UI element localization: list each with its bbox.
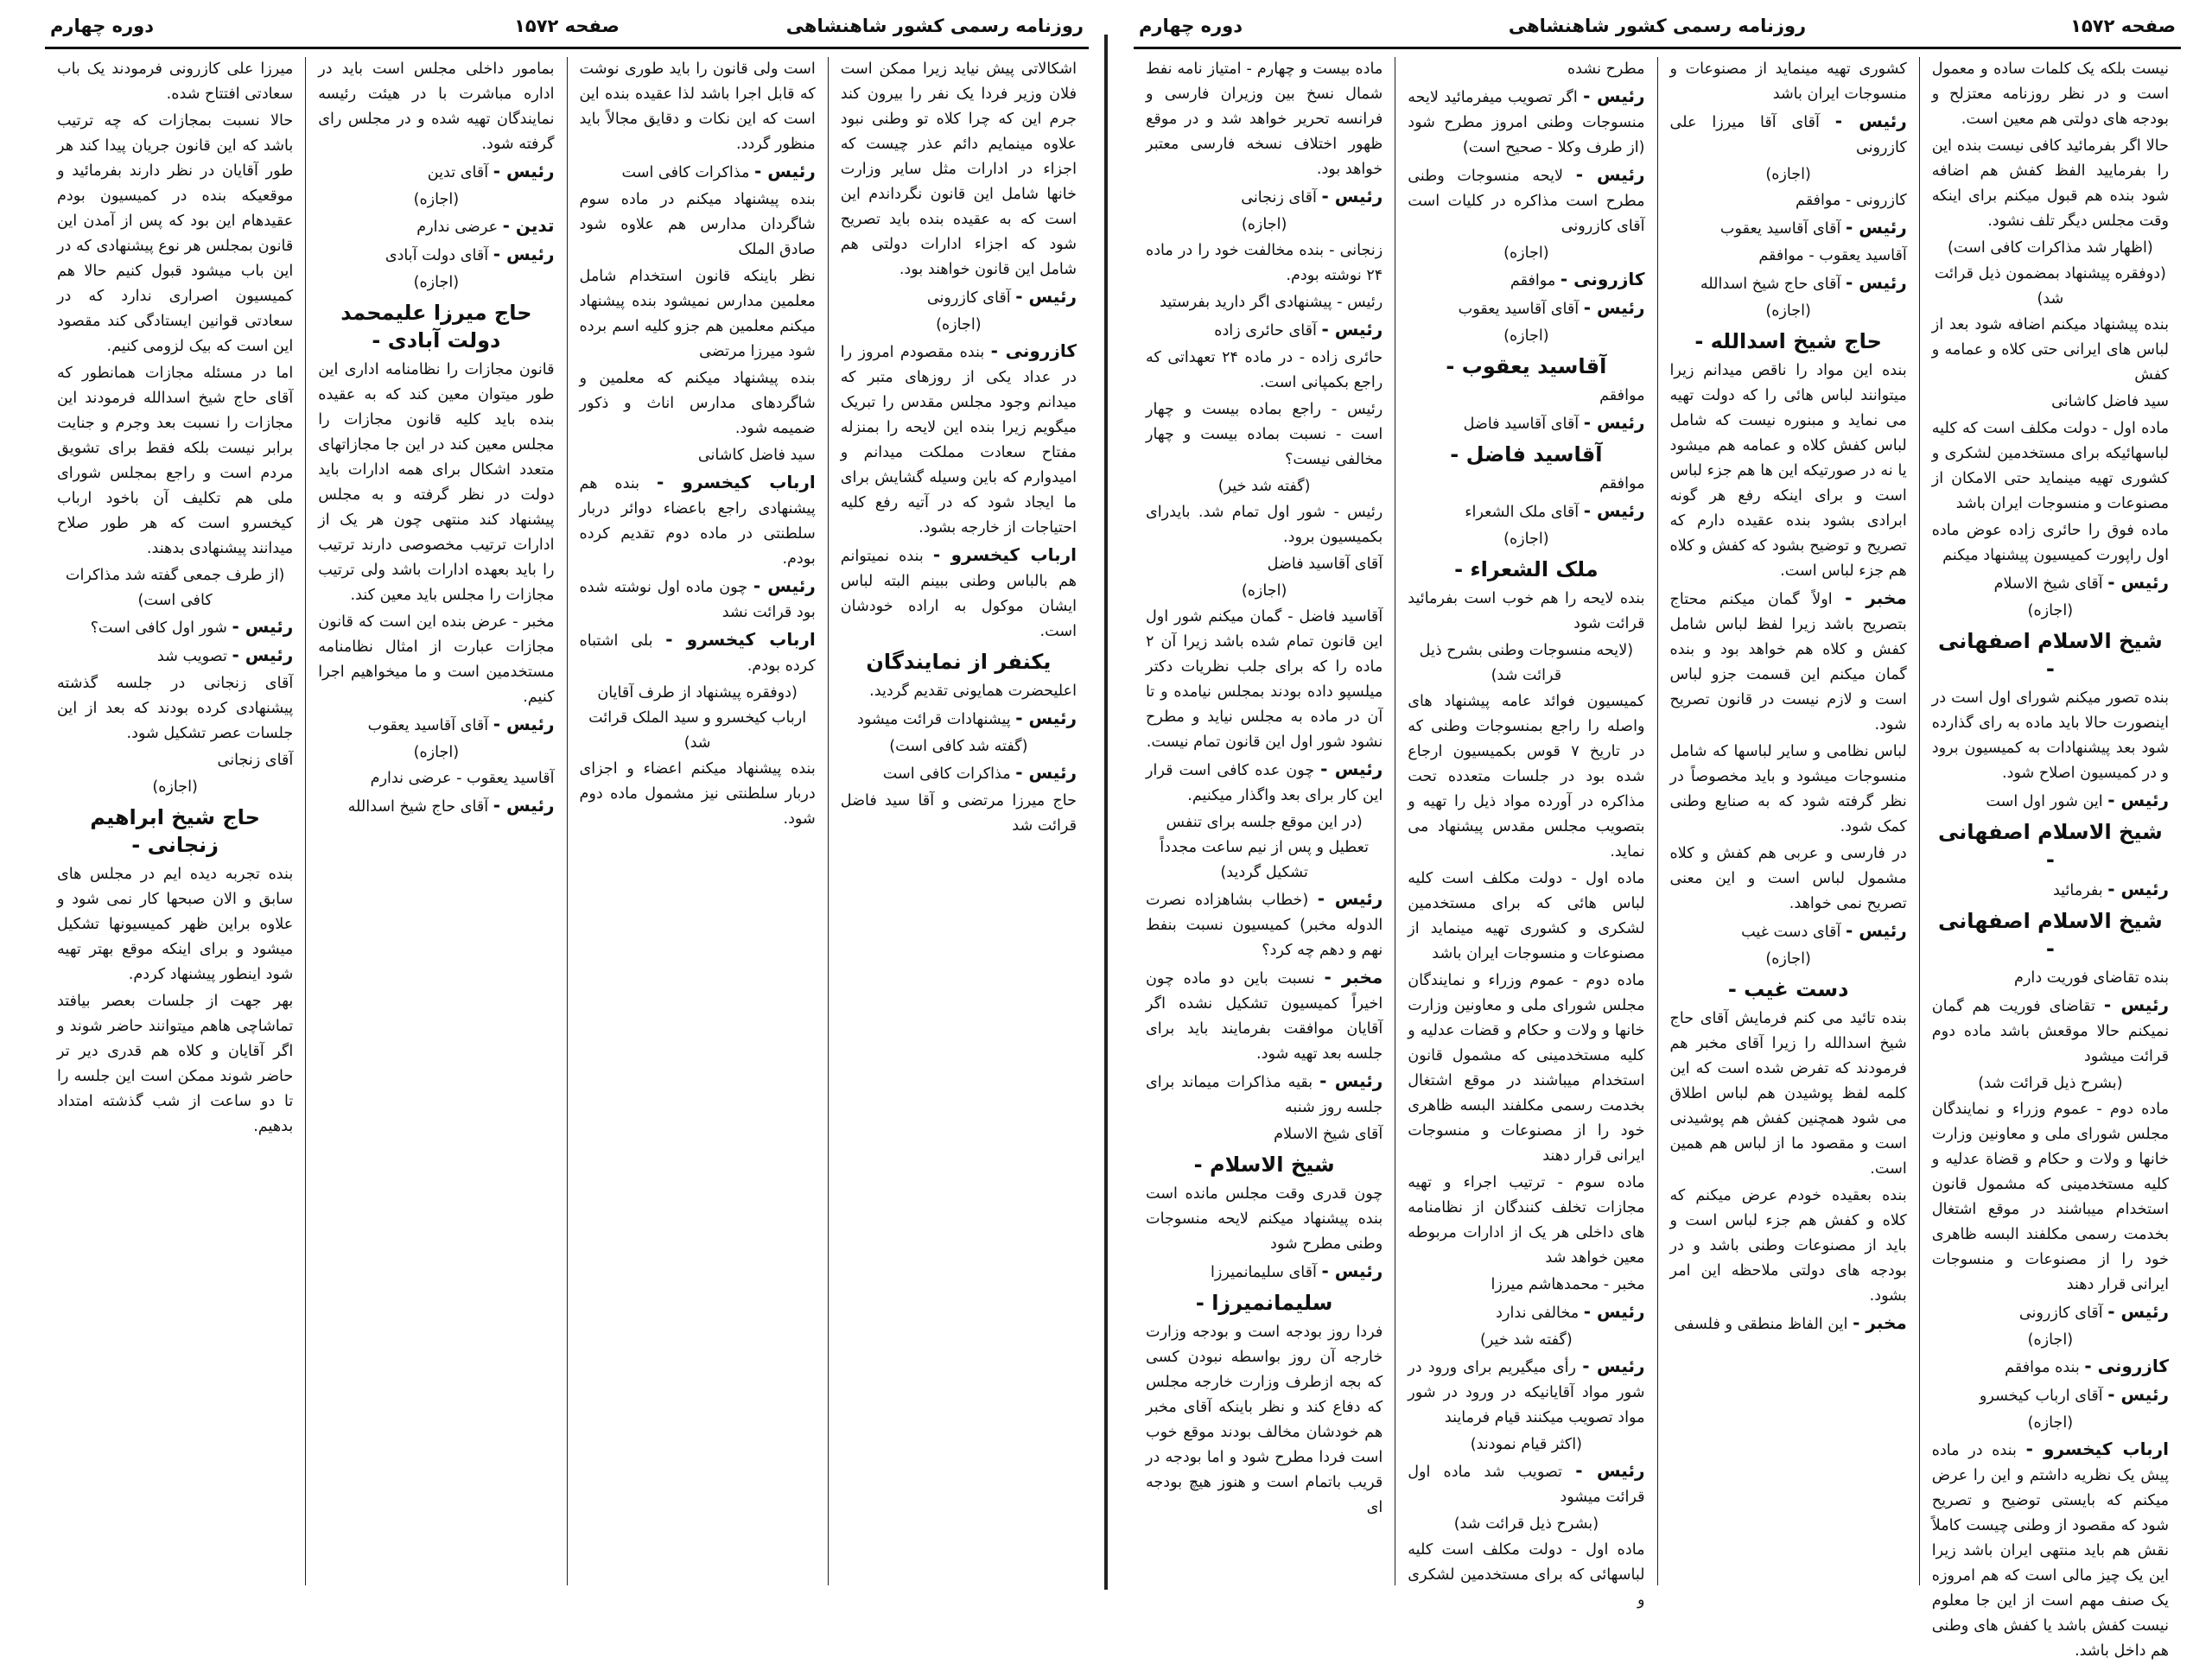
procedural-note: (گفته شد خیر) <box>1217 478 1311 495</box>
body-paragraph: آقای آقاسید فاضل <box>1267 556 1383 573</box>
speaker-name: کازرونی - <box>1560 269 1645 289</box>
body-paragraph: بهر جهت از جلسات بعصر بیافتد تماشاچی هاهم میتوانند حاضر شوند و اگر آقایان و کلاه هم قدری دیر تر حاضر شوند ممکن است این جلسه را تا دو ساعت از شب گذشته امتداد بدهیم. <box>57 993 294 1135</box>
procedural-note: (گفته شد کافی است) <box>889 738 1028 755</box>
speech-paragraph <box>841 339 1077 541</box>
speech-text: چون عده کافی است قرار این کار برای بعد واگذار میکنیم. <box>1146 762 1383 804</box>
speech-text: بقیه مذاکرات میماند برای جلسه روز شنبه <box>1146 1074 1383 1116</box>
speech-paragraph <box>1932 993 2169 1070</box>
speaker-heading: حاج شیخ اسدالله - <box>1694 329 1882 353</box>
speech-paragraph <box>1408 267 1644 294</box>
speech-text: مذاکرات کافی است <box>621 164 750 181</box>
speaker-name: رئیس - <box>1321 186 1383 206</box>
speech-text: اولاً گمان میکنم محتاج بتصریح باشد زیرا لفظ لباس شامل کفش و کلاه هم خواهد بود و بنده گمان میکنم این قسمت جزو لباس است و لازم نیست در قانون تصریح شود. <box>1669 591 1907 734</box>
procedural-note: (دوفقره پیشنهاد از طرف آقایان ارباب کیخسرو و سید الملک قرائت شد) <box>588 684 807 752</box>
speech-text: مذاکرات کافی است <box>882 765 1011 783</box>
speaker-name: رئیس - <box>1583 412 1645 433</box>
procedural-note: (اجازه) <box>2027 602 2074 619</box>
speaker-name: رئیس - <box>1834 111 1907 131</box>
speaker-name: رئیس - <box>1575 1460 1645 1481</box>
body-paragraph: بنده تصور میکنم شورای اول است در اینصورت حالا باید ماده به رای گذارده شود بعد پیشنهادات به کمیسیون برود و در کمیسیون اصلاح شود. <box>1931 689 2169 782</box>
body-paragraph: حالا اگر بفرمائید کافی نیست بنده این را بفرمایید الفظ کفش هم اضافه شود بنده هم قبول میکنم برای اینکه وقت مجلس دیگر تلف نشود. <box>1931 137 2169 230</box>
body-paragraph: لباس نظامی و سایر لباسها که شامل منسوجات میشود و باید مخصوصاً در نظر گرفته شود که به صنایع وطنی کمک شود. <box>1669 743 1907 835</box>
speech-text: تصویب شد <box>156 648 227 665</box>
speech-text: آقای آقاسید یعقوب <box>1719 220 1841 238</box>
speaker-name: رئیس - <box>753 575 816 596</box>
speech-paragraph <box>1670 215 1907 242</box>
speech-text: بنده هم پیشنهادی راجع باعضاء دوائر دربار سلطنتی در ماده دوم تقدیم کرده بودم. <box>579 475 816 568</box>
speech-paragraph <box>841 543 1077 645</box>
procedural-note: (اجازه) <box>152 778 198 796</box>
body-paragraph: حائری زاده - در ماده ۲۴ تعهداتی که راجع بکمپانی است. <box>1146 349 1383 391</box>
speaker-name: رئیس - <box>1321 1261 1383 1281</box>
body-paragraph: بنده پیشنهاد میکنم که معلمین و شاگردهای مدارس اناث و ذکور ضمیمه شود. <box>579 370 816 437</box>
text-column <box>305 57 566 1585</box>
body-paragraph: نظر باینکه قانون استخدام شامل معلمین مدارس نمیشود بنده پیشنهاد میکنم معلمین هم جزو کلیه اسم برده شود میرزا مرتضی <box>579 268 816 360</box>
speaker-name: رئیس - <box>1015 708 1077 728</box>
speech-paragraph <box>1408 1458 1644 1510</box>
speech-paragraph <box>1408 1354 1644 1431</box>
body-paragraph: رئیس - راجع بماده بیست و چهار است - نسبت بماده بیست و چهار مخالفی نیست؟ <box>1146 401 1383 468</box>
speaker-name: رئیس - <box>754 161 816 181</box>
speaker-heading: حاج شیخ ابراهیم زنجانی - <box>90 805 260 857</box>
speaker-name: رئیس - <box>2107 572 2169 593</box>
speaker-heading: شیخ الاسلام - <box>1193 1153 1335 1177</box>
speech-paragraph <box>318 159 554 186</box>
speech-text: بنده مقصودم امروز را در عداد یکی از روزهای متبر که میدانم وجود مجلس مقدس را تبریک میگویم زیرا بنده این لایحه را بمنزله مفتاح سعادت مملکت میدانم و امیدوارم که باین وسیله گشایش برای ما ایجاد شود که در آتیه رفع کلیه احتیاجات از خارجه بشود. <box>840 344 1077 537</box>
speech-paragraph <box>1932 1382 2169 1409</box>
speaker-name: ارباب کیخسرو - <box>656 472 816 492</box>
left-masthead-center: صفحه ۱۵۷۲ <box>514 16 620 36</box>
text-column <box>828 57 1089 1585</box>
body-paragraph: زنجانی - بنده مخالفت خود را در ماده ۲۴ نوشته بودم. <box>1146 242 1383 284</box>
body-paragraph: آقاسید فاضل - گمان میکنم شور اول این قانون تمام شده باشد زیرا آن ۲ ماده را که برای جلب نظریات دکتر میلسپو داده بودند بمجلس نیامده و تا آن در ماده به مجلس نیاید و مطرح نشود شور اول این قانون تمام نیست. <box>1146 608 1383 751</box>
procedural-note: (اجازه) <box>1241 582 1287 600</box>
body-paragraph: موافقم <box>1599 387 1645 404</box>
speech-paragraph <box>1670 109 1907 161</box>
speech-paragraph <box>318 793 554 820</box>
body-paragraph: بنده تقاضای فوریت دارم <box>2014 969 2169 987</box>
procedural-note: (اجازه) <box>1765 302 1811 320</box>
body-paragraph: اعلیحضرت همایونی تقدیم گردید. <box>869 683 1077 700</box>
speech-paragraph <box>318 712 554 739</box>
speech-paragraph <box>1408 1299 1644 1326</box>
speech-text: آقای کازرونی <box>926 289 1011 307</box>
speech-paragraph <box>1146 184 1382 211</box>
speech-paragraph <box>1670 1311 1907 1337</box>
speech-text: آقای حائری زاده <box>1214 322 1317 340</box>
text-column <box>1657 57 1919 1585</box>
speaker-name: رئیس - <box>493 244 555 264</box>
speaker-name: رئیس - <box>1846 920 1907 941</box>
body-paragraph: در فارسی و عربی هم کفش و کلاه مشمول لباس است و این معنی تصریح نمی خواهد. <box>1669 845 1907 912</box>
procedural-note: (اظهار شد مذاکرات کافی است) <box>1948 239 2153 257</box>
body-paragraph: ماده بیست و چهارم - امتیاز نامه نفط شمال نسخ بین وزیران فارسی و فرانسه تحریر خواهد شد و در موقع ظهور اختلاف نسخه فارسی معتبر خواهد بود. <box>1146 60 1383 178</box>
speaker-name: رئیس - <box>1846 217 1907 238</box>
body-paragraph: بنده پیشنهاد میکنم اعضاء و اجزای دربار سلطنتی نیز مشمول ماده دوم شود. <box>579 760 816 828</box>
speech-text: بنده در ماده پیش یک نظریه داشتم و این را عرض میکنم که بایستی توضیح و تصریح شود که مقصود از وطنی چیست کاملاً نقش هم باید منتهی ایران باشد زیرا این یک چیز مالی است که هم امروزه یک صنف مهم است از این جا معلوم نیست کفش باشد یا کفش های وطنی هم داخل باشد. <box>1931 1442 2169 1660</box>
body-paragraph: بنده لایحه را هم خوب است بفرمائید قرائت شود <box>1408 590 1645 632</box>
speech-paragraph <box>1932 1299 2169 1326</box>
speech-paragraph <box>1670 270 1907 297</box>
body-paragraph: ماده دوم - عموم وزراء و نمایندگان مجلس شورای ملی و معاونین وزارت خانها و ولات و حکام و قضات عدلیه و کلیه مستخدمینی که مشمول قانون استخدام میباشند در موقع اشتغال بخدمت رسمی مکلفند البسه ظاهری خود را از مصنوعات و منسوجات ایرانی قرار دهند <box>1408 972 1645 1165</box>
body-paragraph: بنده تائید می کنم فرمایش آقای حاج شیخ اسدالله را زیرا آقای مخبر هم فرمودند که تفرض شده است که این کلمه لفظ پوشیدن هم لباس اطلاق می شود همچنین کفش هم پوشیدنی است و مقصود ما از لباس هم همین است. <box>1669 1010 1907 1178</box>
speaker-name: رئیس - <box>1583 500 1645 521</box>
body-paragraph: مخبر - عرض بنده این است که قانون مجازات عبارت از امثال نظامنامه مستخدمین است و ما میخواهیم اجرا کنیم. <box>318 613 555 706</box>
speech-paragraph <box>318 242 554 269</box>
speech-paragraph <box>1408 499 1644 525</box>
body-paragraph: اشکالاتی پیش نیاید زیرا ممکن است فلان وزیر فردا یک نفر را بیرون کند جرم این که چرا کلاه تو وطنی نبود علاوه مینمایم دائم عذر چیست که اجزاء در ادارات مثل سایر وزارت خانها شامل این قانون نگرداندم این است که به عقیده بنده باید تصریح شود که اجزاء ادارات دولتی هم شامل این قانون خواهند بود. <box>840 60 1077 278</box>
body-paragraph: آقای زنجانی در جلسه گذشته پیشنهادی کرده بودند که بعد از این جلسات عصر تشکیل شود. <box>57 675 294 742</box>
procedural-note: (اجازه) <box>413 744 460 761</box>
speaker-heading: ملک الشعراء - <box>1454 557 1599 581</box>
speech-text: تصویب شد ماده اول قرائت میشود <box>1408 1464 1645 1506</box>
body-paragraph: ماده دوم - عموم وزراء و نمایندگان مجلس شورای ملی و معاونین وزارت خانها و ولات و حکام و قضاة عدلیه و کلیه مستخدمینی که مشمول قانون استخدام میباشند در موقع اشتغال بخدمت رسمی مکلفند البسه ظاهری خود را از مصنوعات و منسوجات ایرانی قرار دهند <box>1931 1101 2169 1293</box>
speech-text: آقای دست غیب <box>1741 924 1841 941</box>
speech-paragraph <box>1408 84 1644 161</box>
speech-text: اگر تصویب میفرمائید لایحه منسوجات وطنی امروز مطرح شود (از طرف وکلا - صحیح است) <box>1408 89 1645 156</box>
speech-text: پیشنهادات قرائت میشود <box>856 711 1011 728</box>
speech-paragraph <box>841 760 1077 787</box>
speaker-name: رئیس - <box>2107 879 2169 899</box>
body-paragraph: آقای زنجانی <box>217 752 294 769</box>
procedural-note: (اجازه) <box>1503 245 1549 262</box>
body-paragraph: ماده سوم - ترتیب اجراء و تهیه مجازات تخلف کنندگان از نظامنامه های داخلی هر یک از ادارات مربوطه معین خواهد شد <box>1408 1174 1645 1267</box>
speech-text: آقای شیخ الاسلام <box>1993 575 2103 593</box>
speech-text: آقای سلیمانمیرزا <box>1211 1264 1317 1281</box>
speech-text: نسبت باین دو ماده چون اخیراً کمیسیون تشکیل نشده اگر آقایان موافقت بفرمایند باید برای جلسه بعد تهیه شود. <box>1146 970 1383 1063</box>
body-paragraph: چون قدری وقت مجلس مانده است بنده پیشنهاد میکنم لایحه منسوجات وطنی مطرح شود <box>1146 1185 1383 1253</box>
speech-paragraph <box>1146 317 1382 344</box>
speaker-name: رئیس - <box>1317 888 1383 909</box>
body-paragraph: حالا نسبت بمجازات که چه ترتیب باشد که این قانون جریان پیدا کند هر طور آقایان در نظر دارند بفرمائید و موقعیکه بنده در کمیسیون بودم عقیدهام این بود که پس از آمدن این قانون بمجلس هر نوع پیشنهادی که در این باب میشود قبول کنیم حالا هم کمیسیون اصراری ندارد که در سعادتی قوانین ایستادگی کند مقصود این است که بیک لزومی کنیم. <box>57 112 294 355</box>
speech-paragraph <box>1408 162 1644 239</box>
speech-text: آقای زنجانی <box>1241 189 1317 206</box>
body-paragraph: سید فاضل کاشانی <box>2051 393 2169 410</box>
speech-paragraph <box>318 213 554 240</box>
speaker-name: مخبر - <box>1853 1312 1907 1333</box>
body-paragraph: میرزا علی کازرونی فرمودند یک باب سعادتی افتتاح شده. <box>57 60 294 103</box>
speech-text: آقای کازرونی <box>2018 1305 2103 1322</box>
speaker-heading: حاج میرزا علیمحمد دولت آبادی - <box>340 301 532 352</box>
speech-paragraph <box>1932 1354 2169 1381</box>
body-paragraph: بمامور داخلی مجلس است باید در اداره مباشرت با در هیئت رئیسه نمایندگان تهیه شده و در مجلس رای گرفته شود. <box>318 60 555 153</box>
procedural-note: (از طرف جمعی گفته شد مذاکرات کافی است) <box>65 567 285 609</box>
body-paragraph: است ولی قانون را باید طوری نوشت که قابل اجرا باشد لذا عقیده بنده این است که این نکات و دقایق مجالاً باید منظور گردد. <box>579 60 816 153</box>
speaker-name: رئیس - <box>1846 272 1907 293</box>
speech-paragraph <box>1408 295 1644 322</box>
speaker-heading: یکنفر از نمایندگان <box>866 650 1052 674</box>
speech-text: رأی میگیریم برای ورود در شور مواد آقایانیکه در ورود در شور مواد تصویب میکنند قیام فرمایند <box>1408 1359 1645 1426</box>
speaker-name: رئیس - <box>1015 762 1077 783</box>
speech-text: آقای آقاسید یعقوب <box>1458 301 1580 318</box>
speaker-heading: سلیمانمیرزا - <box>1195 1291 1333 1315</box>
left-columns <box>45 57 1089 1585</box>
speaker-name: رئیس - <box>2103 994 2169 1015</box>
procedural-note: (اجازه) <box>2027 1414 2074 1432</box>
speech-paragraph <box>1146 757 1382 809</box>
procedural-note: (اجازه) <box>936 316 982 333</box>
speech-paragraph <box>580 159 816 186</box>
body-paragraph: رئیس - شور اول تمام شد. بایدرای بکمیسیون برود. <box>1146 504 1383 546</box>
speaker-name: رئیس - <box>1321 319 1383 340</box>
body-paragraph: موافقم <box>1599 475 1645 492</box>
speech-text: بلی اشتباه کرده بودم. <box>579 632 816 675</box>
speech-paragraph <box>1932 570 2169 597</box>
right-masthead-right: صفحه ۱۵۷۲ <box>2070 16 2176 36</box>
speech-paragraph <box>57 614 293 641</box>
speaker-name: رئیس - <box>493 795 555 816</box>
text-column <box>1919 57 2181 1660</box>
speaker-name: رئیس - <box>493 714 555 734</box>
speech-text: آقای آقاسید فاضل <box>1463 416 1580 433</box>
right-page <box>1108 0 2212 1660</box>
left-masthead-left: دوره چهارم <box>50 16 154 36</box>
speech-text: این الفاظ منطقی و فلسفی <box>1674 1316 1848 1333</box>
speech-paragraph <box>841 706 1077 733</box>
masthead-rule <box>45 47 1089 49</box>
speaker-name: کازرونی - <box>990 340 1077 361</box>
speaker-name: ارباب کیخسرو - <box>2025 1439 2170 1459</box>
speech-text: تقاضای فوریت هم گمان نمیکنم حالا موقعش باشد ماده دوم قرائت میشود <box>1931 998 2169 1065</box>
speech-text: آقای دولت آبادی <box>385 247 489 264</box>
speech-text: بنده موافقم <box>2005 1359 2080 1376</box>
procedural-note: (بشرح ذیل قرائت شد) <box>1978 1075 2123 1092</box>
text-column <box>567 57 828 1585</box>
procedural-note: (اجازه) <box>2027 1331 2074 1349</box>
right-masthead <box>1134 12 2181 50</box>
procedural-note: (اجازه) <box>413 191 460 208</box>
speaker-name: رئیس - <box>1320 759 1383 779</box>
speech-text: موافقم <box>1510 272 1556 289</box>
body-paragraph: رئیس - پیشنهادی اگر دارید بفرستید <box>1160 294 1383 311</box>
speech-paragraph <box>1670 586 1907 738</box>
speech-paragraph <box>1932 788 2169 815</box>
body-paragraph: بنده پیشنهاد میکنم اضافه شود بعد از لباس های ایرانی حتی کلاه و عمامه و کفش <box>1931 316 2169 384</box>
body-paragraph: نیست بلکه یک کلمات ساده و معمول است و در نظر روزنامه معتزلح و بودجه های دولتی هم معین است. <box>1931 60 2169 128</box>
speaker-name: مخبر - <box>1845 587 1907 608</box>
procedural-note: (اجازه) <box>1765 950 1811 968</box>
body-paragraph: سید فاضل کاشانی <box>697 447 816 464</box>
procedural-note: (اجازه) <box>1503 327 1549 345</box>
left-page <box>0 0 1104 1610</box>
speech-paragraph <box>1932 1437 2169 1664</box>
body-paragraph: اما در مسئله مجازات همانطور که آقای حاج شیخ اسدالله فرمودند این مجازات را نسبت بعد وجرم و جنایت برابر نیست بلکه فقط برای تشویق مردم است و راجع بمجلس شورای ملی هم تکلیف آن باخود ارباب کیخسرو است که هر طور صلاح میدانند پیشنهادی بدهند. <box>57 365 294 557</box>
speech-text: شور اول کافی است؟ <box>90 619 227 637</box>
speech-text: آقای آقا میرزا علی کازرونی <box>1669 114 1907 156</box>
speaker-heading: دست غیب - <box>1727 977 1849 1001</box>
speech-text: این شور اول است <box>1986 793 2103 810</box>
speech-text: مخالفی ندارد <box>1496 1305 1580 1322</box>
text-column <box>45 57 305 1585</box>
body-paragraph: کشوری تهیه مینماید از مصنوعات و منسوجات ایران باشد <box>1669 60 1907 103</box>
body-paragraph: آقاسید یعقوب - عرضی ندارم <box>370 770 555 787</box>
speaker-name: رئیس - <box>1583 1301 1645 1322</box>
speech-paragraph <box>580 574 816 626</box>
speaker-name: رئیس - <box>1582 1356 1645 1376</box>
speech-text: بنده نمیتوانم هم بالباس وطنی ببینم البته لباس ایشان موکول به اراده خودشان است. <box>840 548 1077 640</box>
body-paragraph: بنده این مواد را ناقص میدانم زیرا میتوانند لباس هائی را که دولت تهیه می نماید و مبنوره نیست که شامل لباس کفش کلاه و عمامه هم میشود یا نه در صورتیکه این ها هم جزء لباس است و برای اینکه رفع هر گونه ابرادی بشود بنده عقیده دارم که تصریح و توضیح بشود که کفش و کلاه هم جزء لباس است. <box>1669 362 1907 580</box>
right-columns <box>1134 57 2181 1660</box>
body-paragraph: فردا روز بودجه است و بودجه وزارت خارجه آن روز بواسطه نبودن کسی که بجه ازطرف وزارت خارجه مجلس که دفاع کند و نظر باینکه آقای مخبر هم خودشان مخالف بودند موقع خوب است فردا مطرح شود و اما بودجه در قریب باتمام است و هنوز هیچ بودجه ای <box>1146 1324 1383 1516</box>
procedural-note: (در این موقع جلسه برای تنفس تعطیل و پس از نیم ساعت مجدداً تشکیل گردید) <box>1160 814 1369 881</box>
procedural-note: (بشرح ذیل قرائت شد) <box>1453 1515 1599 1533</box>
speaker-heading: آقاسید فاضل - <box>1450 442 1603 467</box>
speech-text: عرضی ندارم <box>416 219 499 236</box>
speaker-name: رئیس - <box>2107 1384 2169 1405</box>
masthead-rule <box>1134 47 2181 49</box>
body-paragraph: آقای شیخ الاسلام <box>1274 1126 1383 1143</box>
speaker-name: ارباب کیخسرو - <box>665 629 816 650</box>
body-paragraph: ماده اول - دولت مکلف است که کلیه لباسهائیکه برای مستخدمین لشکری و کشوری تهیه مینماید حتی الامکان از مصنوعات و منسوجات ایران باشد <box>1931 420 2169 512</box>
speaker-name: رئیس - <box>1575 164 1645 185</box>
speaker-name: رئیس - <box>1583 86 1645 106</box>
speech-paragraph <box>57 643 293 670</box>
speaker-name: رئیس - <box>2107 790 2169 810</box>
speech-text: آقای تدین <box>427 164 489 181</box>
speech-text: آقای حاج شیخ اسدالله <box>1700 276 1841 293</box>
left-masthead <box>45 12 1089 50</box>
speaker-name: رئیس - <box>493 161 555 181</box>
speech-paragraph <box>1146 965 1382 1067</box>
speech-paragraph <box>841 284 1077 311</box>
speaker-name: رئیس - <box>232 616 294 637</box>
speech-paragraph <box>1932 877 2169 904</box>
procedural-note: (اکثر قیام نمودند) <box>1470 1436 1583 1453</box>
speech-text: لایحه منسوجات وطنی مطرح است مذاکره در کلیات است آقای کازرونی <box>1408 168 1645 235</box>
speech-paragraph <box>1670 918 1907 945</box>
body-paragraph: حاج میرزا مرتضی و آقا سید فاضل قرائت شد <box>840 792 1077 835</box>
speech-text: آقای ارباب کیخسرو <box>1979 1388 2103 1405</box>
speech-text: آقای ملک الشعراء <box>1465 504 1580 521</box>
right-masthead-center: روزنامه رسمی کشور شاهنشاهی <box>1508 16 1807 36</box>
body-paragraph: کمیسیون فوائد عامه پیشنهاد های واصله را راجع بمنسوجات وطنی که در تاریخ ۷ قوس بکمیسیون ارجاع شده بود در جلسات متعدده تحت مذاکره در آورده مواد ذیل را تهیه و بتصویب مجلس مقدس پیشنهاد می نماید. <box>1408 693 1645 861</box>
speech-text: آقای آقاسید یعقوب <box>367 717 489 734</box>
text-column <box>1134 57 1395 1585</box>
procedural-note: (اجازه) <box>1241 216 1287 233</box>
procedural-note: (اجازه) <box>1503 530 1549 548</box>
speech-paragraph <box>1146 1259 1382 1286</box>
left-masthead-right: روزنامه رسمی کشور شاهنشاهی <box>785 16 1084 36</box>
speaker-name: رئیس - <box>2107 1301 2169 1322</box>
speech-paragraph <box>1146 1069 1382 1121</box>
procedural-note: (اجازه) <box>1765 166 1811 183</box>
procedural-note: (لایحه منسوجات وطنی بشرح ذیل قرائت شد) <box>1419 642 1634 684</box>
procedural-note: (دوفقره پیشنهاد بمضمون ذیل قرائت شد) <box>1934 265 2166 308</box>
speech-paragraph <box>1408 410 1644 437</box>
body-paragraph: قانون مجازات را نظامنامه اداری این طور میتوان معین کند که به عقیده بنده باید کلیه قانون مجازات را مجلس معین کند در این جا مجازاتهای متعدد اشکال برای همه ادارات باید دولت در نظر گرفته و به مجلس پیشنهاد کند منتهی چون هر یک از ادارات ترتیب مخصوصی دارند ترتیب را باید بعهده ادارات باشد ولی ترتیب مجازات را مجلس باید معین کند. <box>318 361 555 604</box>
body-paragraph: مخبر - محمدهاشم میرزا <box>1491 1276 1645 1293</box>
speech-text: چون ماده اول نوشته شده بود قرائت نشد <box>579 579 816 621</box>
speech-paragraph <box>580 627 816 679</box>
speech-text: آقای حاج شیخ اسدالله <box>347 798 489 816</box>
speech-text: بفرمائید <box>2052 882 2103 899</box>
body-paragraph: بنده بعقیده خودم عرض میکنم که کلاه و کفش هم جزء لباس است و باید از مصنوعات وطنی باشد و در بودجه های دولتی ملاحظه این امر بشود. <box>1669 1187 1907 1305</box>
speaker-heading: شیخ الاسلام اصفهانی - <box>1937 629 2163 681</box>
speech-text: (خطاب بشاهزاده نصرت الدوله مخبر) کمیسیون نسبت بنفط نهم و دهم چه کرد؟ <box>1146 892 1383 959</box>
body-paragraph: مطرح نشده <box>1567 60 1645 78</box>
speech-paragraph <box>580 470 816 572</box>
body-paragraph: بنده تجربه دیده ایم در مجلس های سابق و الان صبحها کار نمی شود و علاوه براین ظهر کمیسیونها تشکیل میشود و برای اینکه موقع بهتر تهیه شود اینطور پیشنهاد کردم. <box>57 866 294 983</box>
speaker-name: رئیس - <box>1583 297 1645 318</box>
speaker-name: رئیس - <box>1319 1070 1383 1091</box>
body-paragraph: کازرونی - موافقم <box>1796 192 1907 209</box>
speaker-name: ارباب کیخسرو - <box>932 544 1077 565</box>
text-column <box>1395 57 1656 1609</box>
speaker-heading: آقاسید یعقوب - <box>1446 354 1607 378</box>
speaker-name: رئیس - <box>1015 286 1077 307</box>
speaker-name: رئیس - <box>232 645 294 665</box>
speaker-name: تدین - <box>502 215 555 236</box>
speaker-name: کازرونی - <box>2084 1356 2169 1376</box>
procedural-note: (اجازه) <box>413 274 460 291</box>
body-paragraph: ماده اول - دولت مکلف است کلیه لباس هائی که برای مستخدمین لشکری و کشوری تهیه مینماید از مصنوعات و منسوجات ایران باشد <box>1408 870 1645 962</box>
procedural-note: (گفته شد خیر) <box>1479 1331 1573 1349</box>
speaker-heading: شیخ الاسلام اصفهانی - <box>1937 820 2163 872</box>
body-paragraph: ماده فوق را حائری زاده عوض ماده اول راپورت کمیسیون پیشنهاد میکنم <box>1931 522 2169 564</box>
speaker-heading: شیخ الاسلام اصفهانی - <box>1937 909 2163 961</box>
body-paragraph: آقاسید یعقوب - موافقم <box>1758 247 1907 264</box>
body-paragraph: ماده اول - دولت مکلف است کلیه لباسهائی که برای مستخدمین لشکری و <box>1408 1541 1645 1609</box>
speech-paragraph <box>1146 886 1382 963</box>
speaker-name: مخبر - <box>1324 967 1383 988</box>
body-paragraph: بنده پیشنهاد میکنم در ماده سوم شاگردان مدارس هم علاوه شود صادق الملک <box>579 191 816 258</box>
right-masthead-left: دوره چهارم <box>1139 16 1243 36</box>
